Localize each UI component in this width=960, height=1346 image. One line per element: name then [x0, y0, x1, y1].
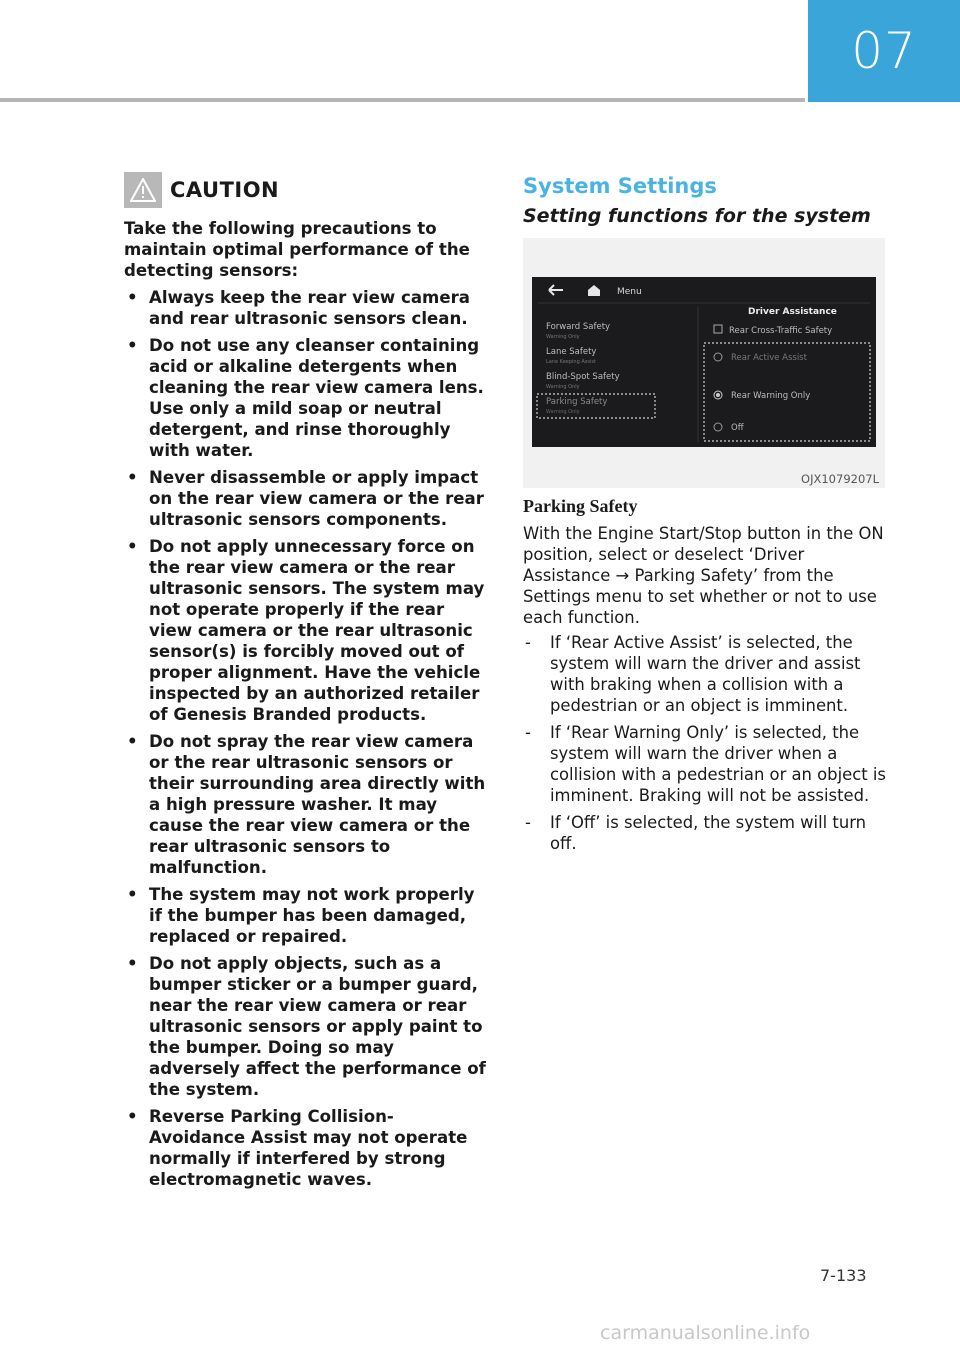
system-settings-section [523, 172, 888, 860]
caution-list [124, 287, 489, 1190]
option-rear-active-assist[interactable]: Rear Active Assist [731, 353, 807, 363]
menu-item-sub: Warning Only [546, 334, 580, 340]
menu-item-sub: Warning Only [546, 409, 580, 415]
option-rear-cross-traffic[interactable]: Rear Cross-Traffic Safety [729, 326, 833, 336]
option-rear-warning-only[interactable]: Rear Warning Only [731, 391, 811, 401]
list-item: • The system may not work properly if the bumper has been damaged, replaced or repaired. [127, 885, 475, 946]
paragraph: With the Engine Start/Stop button in the ON position, select or deselect ‘Driver Assistance → Parking Safety’ from the Settings menu to set whether or not to use each function. [523, 524, 884, 627]
caution-intro: Take the following precautions to maintain optimal performance of the detecting sensors: [124, 219, 470, 280]
list-item: - If ‘Rear Active Assist’ is selected, the system will warn the driver and assist with braking when a collision with a pedestrian or an object is imminent. [525, 633, 861, 715]
menu-item-sub: Lane Keeping Assist [546, 359, 596, 365]
list-item: • Do not apply objects, such as a bumper sticker or a bumper guard, near the rear view camera or rear ultrasonic sensors or apply paint to the bumper. Doing so may adversely affect the performance of the system. [127, 954, 486, 1099]
header-rule [0, 98, 805, 102]
menu-item-parking-safety[interactable]: Parking Safety [546, 397, 608, 407]
list-item: • Do not apply unnecessary force on the rear view camera or the rear ultrasonic sensors. The system may not operate properly if the rear view camera or the rear ultrasonic sensor(s) is forcibly moved out of proper alignment. Have the vehicle inspected by an authorized retailer of Genesis Branded products. [127, 537, 485, 724]
menu-item-blind-spot-safety[interactable]: Blind-Spot Safety [546, 372, 620, 382]
watermark: carmanualsonline.info [600, 1322, 811, 1344]
figure-code: OJX1079207L [801, 472, 879, 486]
caution-section [124, 172, 489, 1196]
list-item: • Do not spray the rear view camera or the rear ultrasonic sensors or their surrounding area directly with a high pressure washer. It may cause the rear view camera or the rear ultrasonic sensors to malfunction. [127, 732, 486, 877]
section-title: System Settings [523, 174, 717, 198]
infotainment-screen [532, 277, 876, 447]
section-subtitle: Setting functions for the system [523, 205, 871, 227]
list-item: • Never disassemble or apply impact on the rear view camera or the rear ultrasonic sensors components. [127, 468, 484, 529]
menu-item-forward-safety[interactable]: Forward Safety [546, 322, 611, 332]
caution-header [124, 172, 489, 208]
caution-title: CAUTION [170, 178, 280, 202]
menu-label: Menu [617, 287, 642, 297]
option-off[interactable]: Off [731, 423, 744, 433]
list-item: - If ‘Rear Warning Only’ is selected, the system will warn the driver when a collision with a pedestrian or an object is imminent. Braking will not be assisted. [525, 723, 886, 805]
panel-title: Driver Assistance [748, 307, 837, 317]
list-item: • Do not use any cleanser containing acid or alkaline detergents when cleaning the rear view camera lens. Use only a mild soap or neutral detergent, and rinse thoroughly with water. [127, 336, 484, 460]
warning-icon [124, 172, 162, 208]
menu-item-sub: Warning Only [546, 384, 580, 390]
chapter-tab: 07 [808, 0, 960, 102]
list-item: • Always keep the rear view camera and rear ultrasonic sensors clean. [127, 288, 470, 328]
list-item: • Reverse Parking Collision-Avoidance Assist may not operate normally if interfered by strong electromagnetic waves. [127, 1107, 468, 1189]
options-list [523, 632, 888, 854]
settings-figure [523, 238, 885, 488]
list-item: - If ‘Off’ is selected, the system will turn off. [525, 813, 867, 853]
menu-item-lane-safety[interactable]: Lane Safety [546, 347, 597, 357]
paragraph-heading: Parking Safety [523, 496, 638, 516]
page-number: 7-133 [820, 1266, 867, 1285]
